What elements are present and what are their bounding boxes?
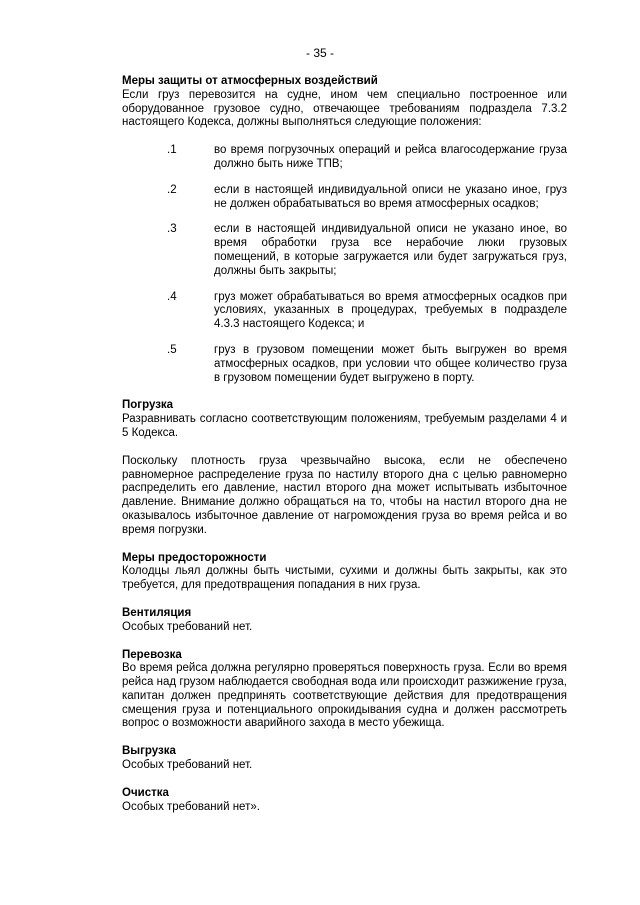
cleaning-text: Особых требований нет». — [122, 800, 260, 813]
spacer — [122, 731, 567, 745]
list-item-text: если в настоящей индивидуальной описи не указано иное, груз не должен обрабатываться во время атмосферных осадков; — [214, 183, 567, 210]
precautions-text: Колодцы льял должны быть чистыми, сухими и должны быть закрыты, как это требуется, для предотвращения попадания в них груза. — [122, 565, 567, 592]
list-item — [122, 144, 567, 172]
list-item-text: во время погрузочных операций и рейса влагосодержание груза должно быть ниже ТПВ; — [214, 144, 567, 170]
list-item-text: груз в грузовом помещении может быть выгружен во время атмосферных осадков, при условии что общее количество груза в грузовом помещении будет выгружено в порту. — [214, 343, 567, 384]
list-item — [122, 344, 567, 385]
list-item-text: если в настоящей индивидуальной описи не указано иное, во время обработки груза все нерабочие люки грузовых помещений, в которые загружается или будет загружаться груз, должны быть закрыты; — [214, 223, 567, 277]
list-item-number: .2 — [167, 183, 177, 196]
spacer — [122, 441, 567, 455]
list-item-number: .4 — [167, 290, 177, 303]
loading-paragraph-2: Поскольку плотность груза чрезвычайно высока, если не обеспечено равномерное распределение груза по настилу второго дна с целью равномерно распределить его давление, настил второго дна может испытывать избыточное давление. Внимание должно обращаться на то, чтобы на настил второго дна не оказывалось избыточное давление от нагромождения груза во время рейса и во время погрузки. — [122, 454, 567, 536]
spacer — [122, 385, 567, 399]
discharge-heading: Выгрузка — [122, 745, 176, 758]
spacer — [122, 635, 567, 649]
list-item-number: .1 — [167, 144, 177, 157]
weather-provisions-list — [122, 144, 567, 385]
list-item-number: .3 — [167, 223, 177, 236]
list-item — [122, 184, 567, 212]
list-item — [122, 291, 567, 332]
cleaning-heading: Очистка — [122, 786, 169, 799]
list-item-number: .5 — [167, 343, 177, 356]
weather-heading: Меры защиты от атмосферных воздействий — [122, 75, 378, 87]
spacer — [122, 593, 567, 607]
list-item — [122, 223, 567, 278]
spacer — [122, 773, 567, 787]
spacer — [122, 538, 567, 552]
discharge-text: Особых требований нет. — [122, 759, 253, 772]
weather-intro: Если груз перевозится на судне, ином чем специально построенное или оборудованное грузовое судно, отвечающее требованиям подраздела 7.3.2 настоящего Кодекса, должны выполняться следующие положения: — [122, 88, 567, 129]
carriage-heading: Перевозка — [122, 648, 182, 661]
page-number: - 35 - — [305, 46, 334, 60]
loading-heading: Погрузка — [122, 399, 174, 412]
carriage-text: Во время рейса должна регулярно проверяться поверхность груза. Если во время рейса над грузом наблюдается свободная вода или происходит разжижение груза, капитан должен предпринять соответствующие действия для предотвращения смещения груза и потенциального опрокидывания судна и должен рассмотреть вопрос о возможности аварийного захода в место убежища. — [122, 662, 567, 730]
ventilation-heading: Вентиляция — [122, 606, 192, 619]
precautions-heading: Меры предосторожности — [122, 551, 267, 564]
document-body — [122, 75, 567, 814]
loading-paragraph-1: Разравнивать согласно соответствующим положениям, требуемым разделами 4 и 5 Кодекса. — [122, 413, 567, 439]
list-item-text: груз может обрабатываться во время атмосферных осадков при условиях, указанных в процедурах, требуемых в подразделе 4.3.3 настоящего Кодекса; и — [214, 290, 567, 331]
ventilation-text: Особых требований нет. — [122, 620, 253, 633]
